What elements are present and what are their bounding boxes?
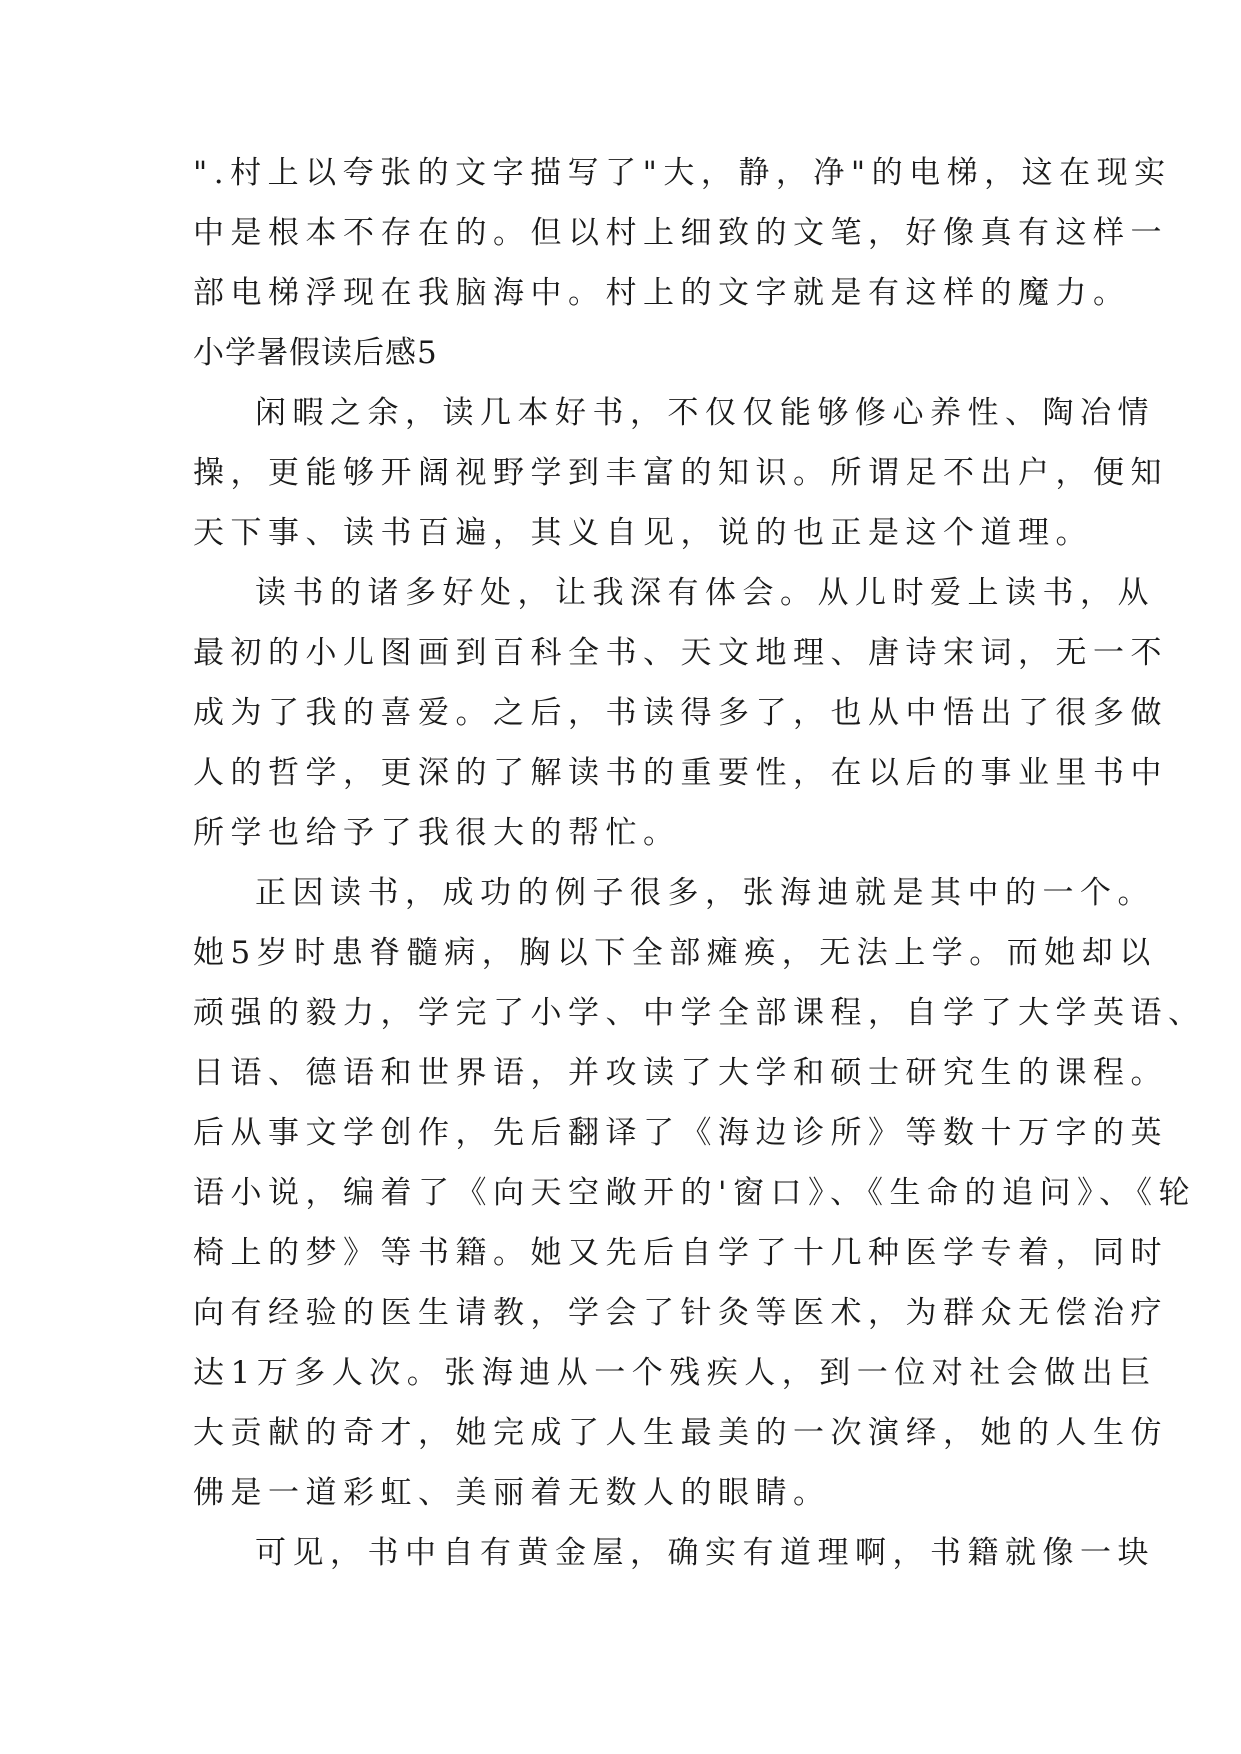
- body-line: ".村上以夸张的文字描写了"大，静，净"的电梯，这在现实: [193, 155, 1172, 191]
- paragraph-first-line: 正因读书，成功的例子很多，张海迪就是其中的一个。: [255, 875, 1155, 911]
- body-line: 所学也给予了我很大的帮忙。: [193, 815, 681, 851]
- body-line: 成为了我的喜爱。之后，书读得多了，也从中悟出了很多做: [193, 695, 1168, 731]
- paragraph-first-line: 闲暇之余，读几本好书，不仅仅能够修心养性、陶冶情: [255, 395, 1155, 431]
- body-line: 后从事文学创作，先后翻译了《海边诊所》等数十万字的英: [193, 1115, 1168, 1151]
- paragraph-first-line: 可见，书中自有黄金屋，确实有道理啊，书籍就像一块: [255, 1535, 1155, 1571]
- body-line: 操，更能够开阔视野学到丰富的知识。所谓足不出户，便知: [193, 455, 1168, 491]
- body-line: 达1万多人次。张海迪从一个残疾人，到一位对社会做出巨: [193, 1355, 1157, 1391]
- body-line: 佛是一道彩虹、美丽着无数人的眼睛。: [193, 1475, 831, 1511]
- body-line: 部电梯浮现在我脑海中。村上的文字就是有这样的魔力。: [193, 275, 1131, 311]
- body-line: 顽强的毅力，学完了小学、中学全部课程，自学了大学英语、: [193, 995, 1206, 1031]
- body-line: 人的哲学，更深的了解读书的重要性，在以后的事业里书中: [193, 755, 1168, 791]
- body-line: 向有经验的医生请教，学会了针灸等医术，为群众无偿治疗: [193, 1295, 1168, 1331]
- body-line: 中是根本不存在的。但以村上细致的文笔，好像真有这样一: [193, 215, 1168, 251]
- body-line: 语小说，编着了《向天空敞开的'窗口》、《生命的追问》、《轮: [193, 1175, 1197, 1211]
- body-line: 天下事、读书百遍，其义自见，说的也正是这个道理。: [193, 515, 1093, 551]
- paragraph-first-line: 读书的诸多好处，让我深有体会。从儿时爱上读书，从: [255, 575, 1155, 611]
- body-line: 她5岁时患脊髓病，胸以下全部瘫痪，无法上学。而她却以: [193, 935, 1157, 971]
- section-heading: 小学暑假读后感5: [193, 335, 438, 371]
- body-line: 最初的小儿图画到百科全书、天文地理、唐诗宋词，无一不: [193, 635, 1168, 671]
- body-line: 椅上的梦》等书籍。她又先后自学了十几种医学专着，同时: [193, 1235, 1168, 1271]
- body-line: 大贡献的奇才，她完成了人生最美的一次演绎，她的人生仿: [193, 1415, 1168, 1451]
- body-line: 日语、德语和世界语，并攻读了大学和硕士研究生的课程。: [193, 1055, 1168, 1091]
